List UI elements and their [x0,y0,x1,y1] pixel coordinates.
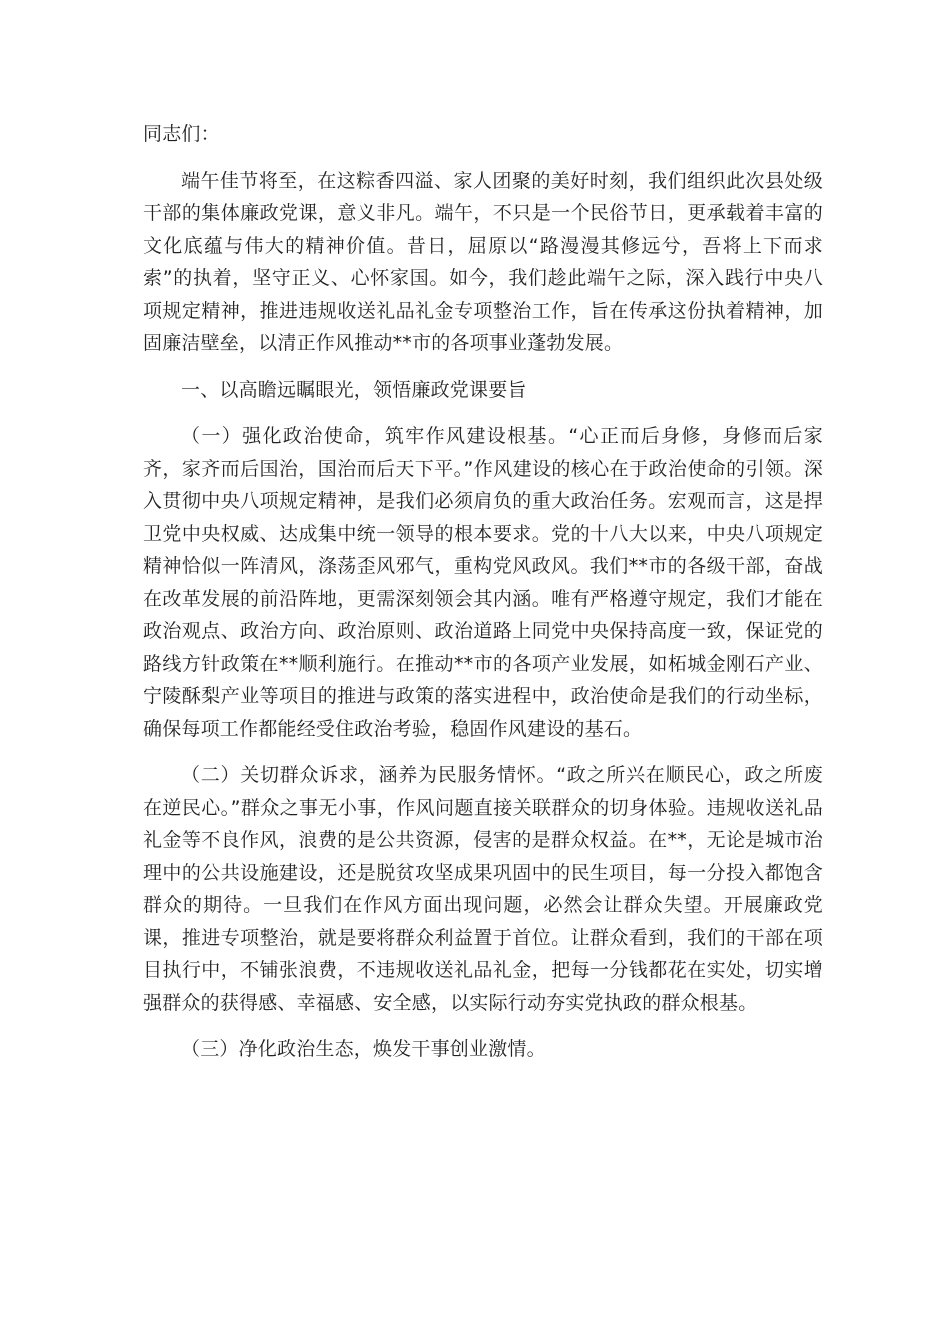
section-heading-1: 一、以高瞻远瞩眼光，领悟廉政党课要旨 [181,378,527,401]
subsection-3-heading: （三）净化政治生态，焕发干事创业激情。 [181,1038,546,1060]
salutation: 同志们： [143,123,220,145]
subsection-1-paragraph: （一）强化政治使命，筑牢作风建设根基。“心正而后身修，身修而后家齐，家齐而后国治，国治而后天下平。”作风建设的核心在于政治使命的引领。深入贯彻中央八项规定精神，是我们必须肩负的重大政治任务。宏观而言，这是捍卫党中央权威、达成集中统一领导的根本要求。党的十八大以来，中央八项规定精神恰似一阵清风，涤荡歪风邪气，重构党风政风。我们**市的各级干部，奋战在改革发展的前沿阵地，更需深刻领会其内涵。唯有严格遵守规定，我们才能在政治观点、政治方向、政治原则、政治道路上同党中央保持高度一致，保证党的路线方针政策在**顺利施行。在推动**市的各项产业发展，如柘城金刚石产业、宁陵酥梨产业等项目的推进与政策的落实进程中，政治使命是我们的行动坐标，确保每项工作都能经受住政治考验，稳固作风建设的基石。 [143,425,823,740]
subsection-2-paragraph: （二）关切群众诉求，涵养为民服务情怀。“政之所兴在顺民心，政之所废在逆民心。”群众之事无小事，作风问题直接关联群众的切身体验。违规收送礼品礼金等不良作风，浪费的是公共资源，侵害的是群众权益。在**，无论是城市治理中的公共设施建设，还是脱贫攻坚成果巩固中的民生项目，每一分投入都饱含群众的期待。一旦我们在作风方面出现问题，必然会让群众失望。开展廉政党课，推进专项整治，就是要将群众利益置于首位。让群众看到，我们的干部在项目执行中，不铺张浪费，不违规收送礼品礼金，把每一分钱都花在实处，切实增强群众的获得感、幸福感、安全感，以实际行动夯实党执政的群众根基。 [143,764,823,1014]
document-body [143,118,823,1066]
intro-paragraph: 端午佳节将至，在这粽香四溢、家人团聚的美好时刻，我们组织此次县处级干部的集体廉政党课，意义非凡。端午，不只是一个民俗节日，更承载着丰富的文化底蕴与伟大的精神价值。昔日，屈原以“路漫漫其修远兮，吾将上下而求索”的执着，坚守正义、心怀家国。如今，我们趁此端午之际，深入践行中央八项规定精神，推进违规收送礼品礼金专项整治工作，旨在传承这份执着精神，加固廉洁壁垒，以清正作风推动**市的各项事业蓬勃发展。 [143,169,823,354]
